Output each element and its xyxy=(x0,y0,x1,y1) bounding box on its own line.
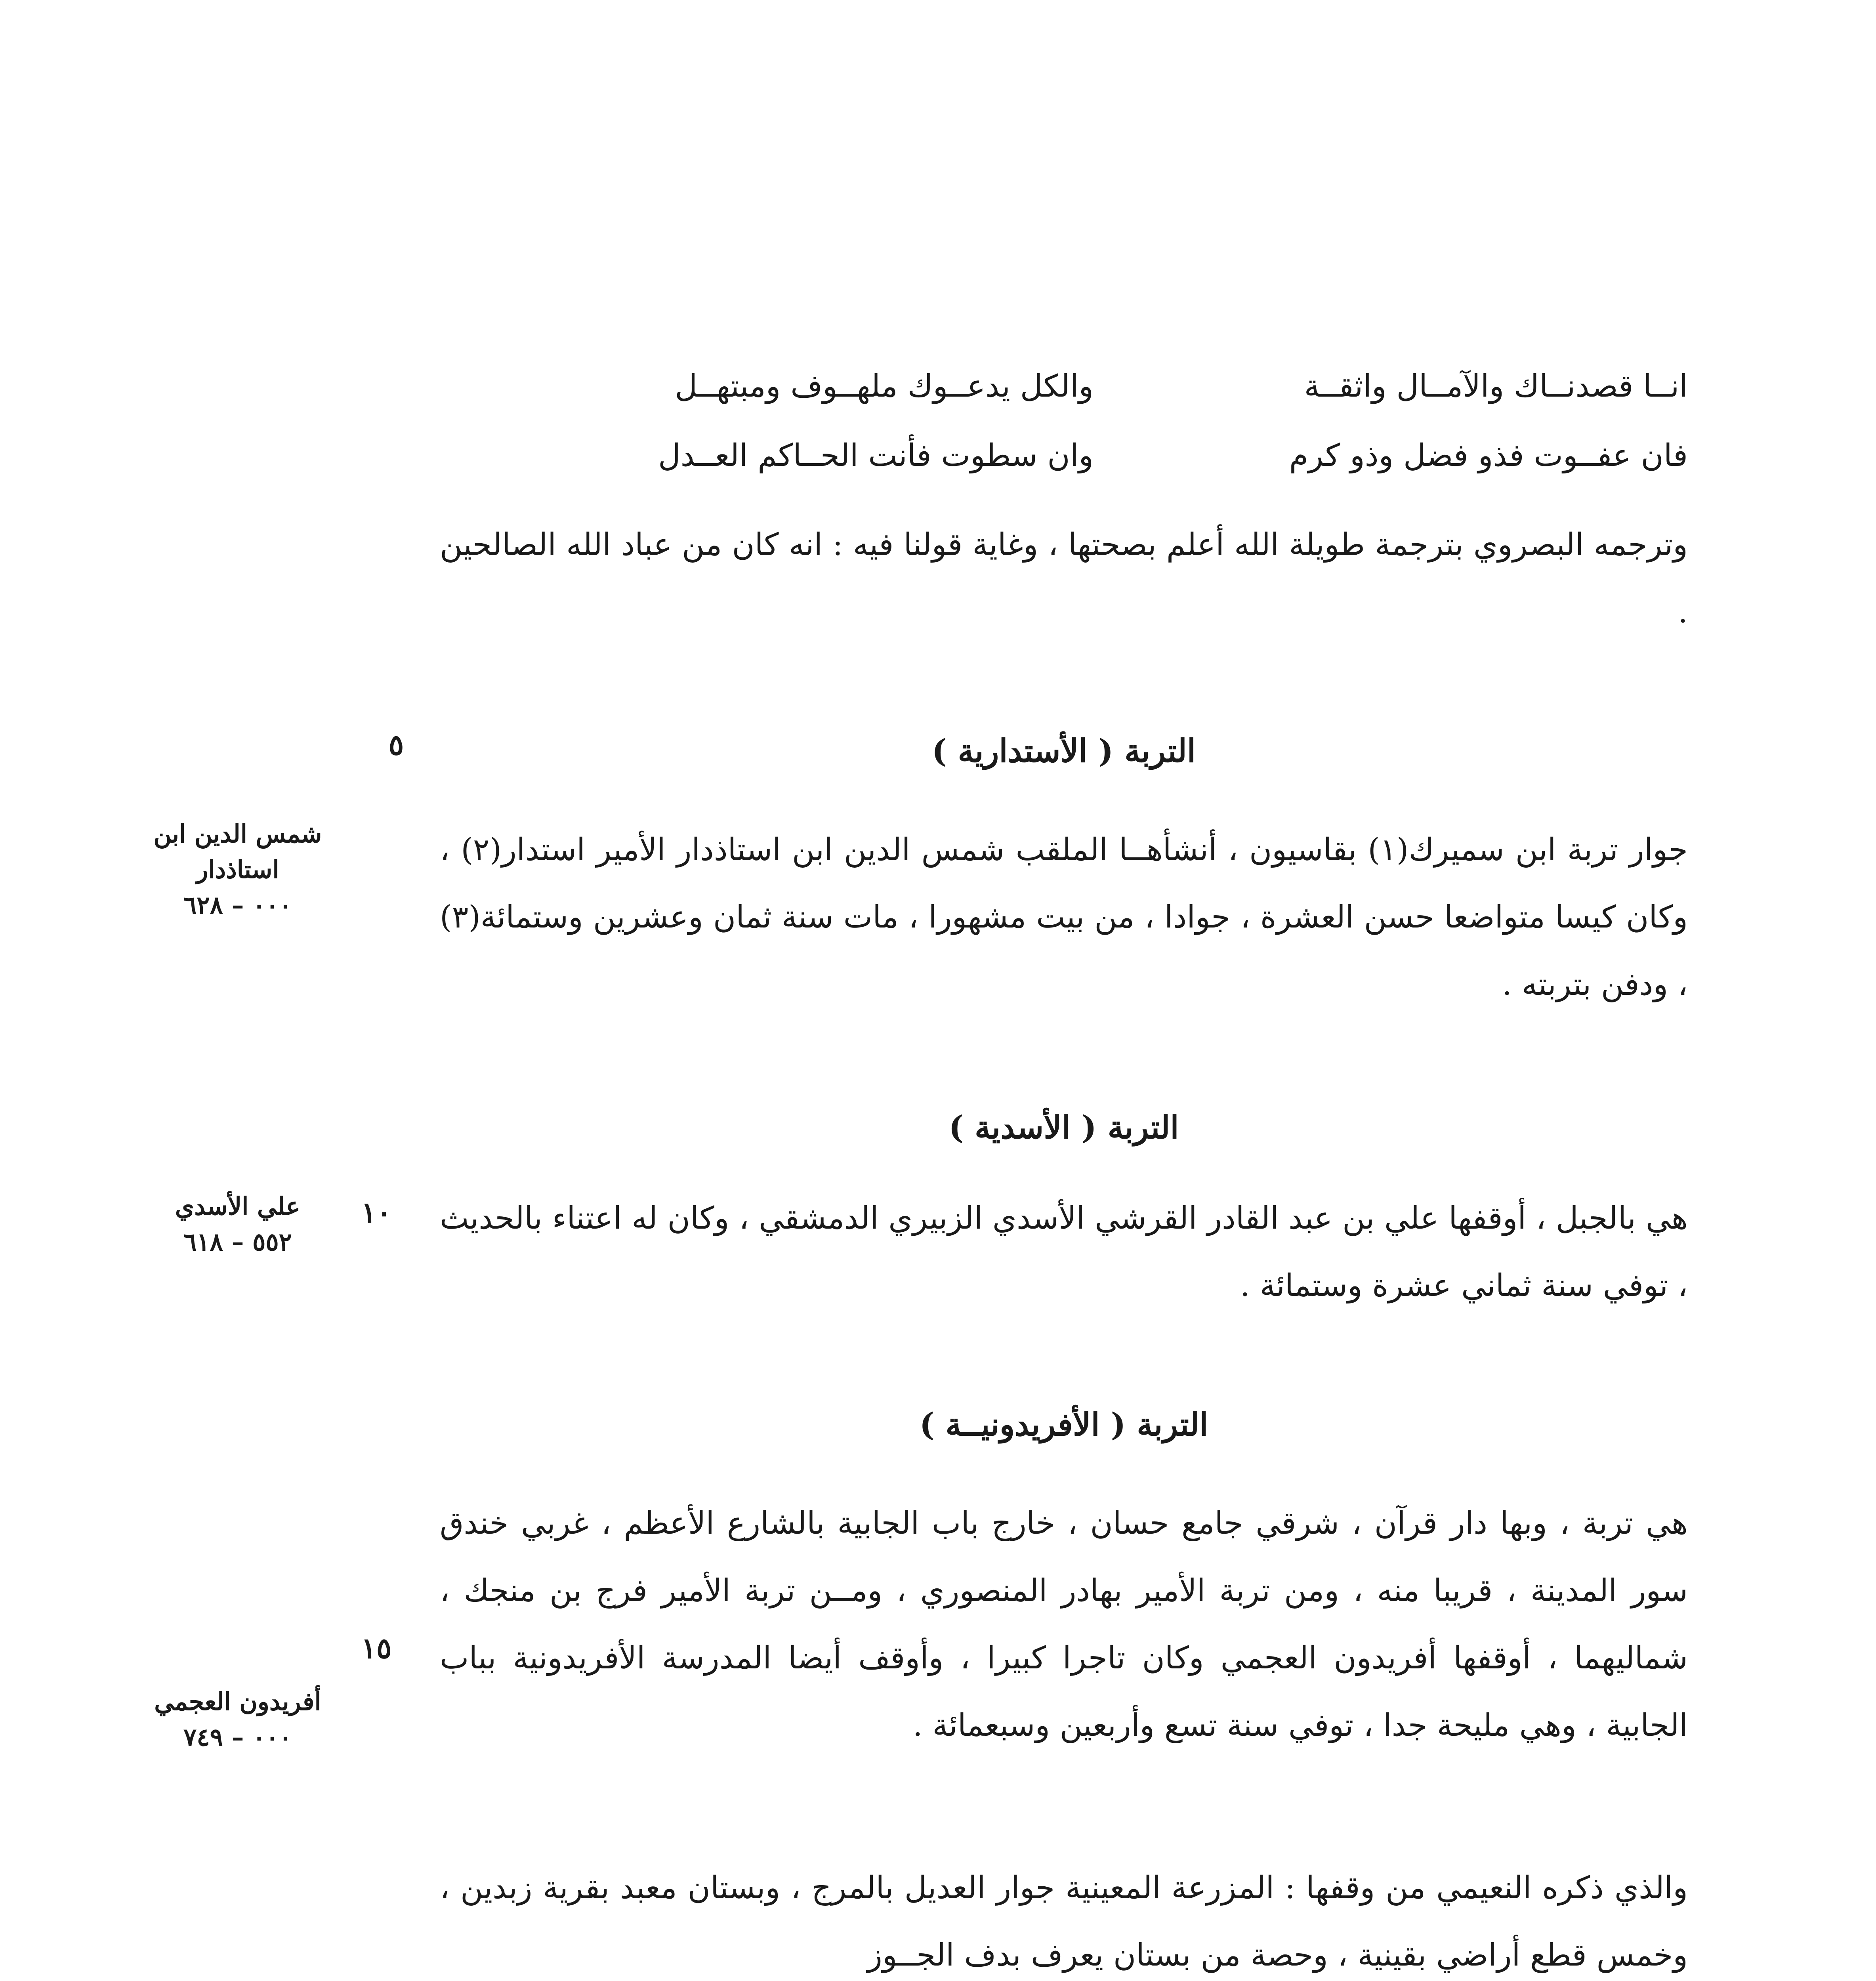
section-heading-istidariya: التربة ( الأستدارية ) xyxy=(931,732,1196,769)
section-paragraph-waqf: والذي ذكره النعيمي من وقفها : المزرعة المعينية جوار العديل بالمرج ، وبستان معبد بقرية زبدين ، وخمس قطع أراضي بقينية ، وحصة من بستان يعرف بدف الجــوز xyxy=(440,1870,1688,1973)
section-heading-asadiya: التربة ( الأسدية ) xyxy=(948,1109,1179,1146)
section-paragraph-asadiya: هي بالجبل ، أوقفها علي بن عبد القادر القرشي الأسدي الزبيري الدمشقي ، وكان له اعتناء بالحديث ، توفي سنة ثماني عشرة وستمائة . xyxy=(440,1200,1688,1303)
verse-hemistich-first: انــا قصدنــاك والآمــال واثقــة xyxy=(1304,368,1688,404)
verse-hemistich-second: والكل يدعــوك ملهــوف ومبتهــل xyxy=(675,368,1094,404)
verse-line-2 xyxy=(440,430,1688,481)
line-number: ١٠ xyxy=(361,1195,392,1229)
margin-note-years: ٥٥٢ – ٦١٨ xyxy=(183,1227,292,1256)
section-heading-afridouniya: التربة ( الأفريدونيــة ) xyxy=(919,1406,1208,1443)
line-number: ٥ xyxy=(388,728,404,761)
verse-hemistich-second: وان سطوت فأنت الحــاكم العــدل xyxy=(658,438,1094,473)
margin-note-years: ٠٠٠ – ٦٢٨ xyxy=(183,891,292,920)
section-paragraph-afridouniya: هي تربة ، وبها دار قرآن ، شرقي جامع حسان ، خارج باب الجابية بالشارع الأعظم ، غربي خندق سور المدينة ، قريبا منه ، ومن تربة الأمير بهادر المنصوري ، ومــن تربة الأمير فرج بن منجك ، شماليهما ، أوقفها أفريدون العجمي وكان تاجرا كبيرا ، وأوقف أيضا المدرسة الأفريدونية بباب الجابية ، وهي مليحة جدا ، توفي سنة تسع وأربعين وسبعمائة . xyxy=(440,1506,1688,1743)
margin-note-years: ٠٠٠ – ٧٤٩ xyxy=(183,1723,292,1752)
margin-note-name: شمس الدين ابن استاذدار xyxy=(153,819,322,884)
line-number: ١٥ xyxy=(361,1631,392,1665)
verse-line-1 xyxy=(440,361,1688,412)
margin-note-afridouniya xyxy=(127,1684,349,1755)
margin-note-asadiya xyxy=(127,1189,349,1260)
section-paragraph-istidariya: جوار تربة ابن سميرك(١) بقاسيون ، أنشأهــا الملقب شمس الدين ابن استاذدار الأمير استدار(٢) ، وكان كيسا متواضعا حسن العشرة ، جوادا ، من بيت مشهورا ، مات سنة ثمان وعشرين وستمائة(٣) ، ودفن بتربته . xyxy=(440,832,1688,1002)
margin-note-istidariya xyxy=(127,816,349,923)
margin-note-name: علي الأسدي xyxy=(175,1192,301,1221)
verse-hemistich-first: فان عفــوت فذو فضل وذو كرم xyxy=(1289,438,1688,473)
margin-note-name: أفريدون العجمي xyxy=(154,1687,321,1716)
intro-paragraph: وترجمه البصروي بترجمة طويلة الله أعلم بصحتها ، وغاية قولنا فيه : انه كان من عباد الله الصالحين . xyxy=(440,527,1688,630)
